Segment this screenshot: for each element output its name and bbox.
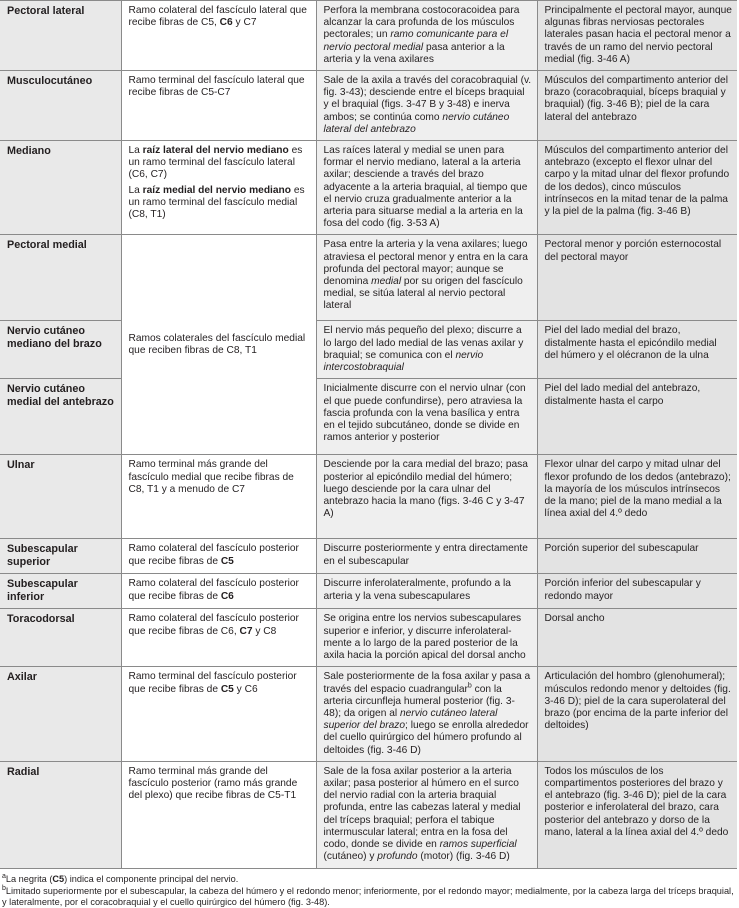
origin-text bbox=[129, 543, 299, 566]
text-run: Ramo colateral del fascículo posterior que recibe fibras de C6, bbox=[129, 613, 299, 636]
text-run: Se origina entre los nervios subescapulares superior e inferior, y discurre inferolateral- mente a lo largo de la pared posterior de la axila hacia la porción apical del dorsal ancho bbox=[324, 613, 526, 661]
text-run: Flexor ulnar del carpo y mitad ulnar del flexor profundo de los dedos (antebrazo); la mayoría de los músculos intrínsecos de la mano; piel de la mano medial a la línea axial del 4.º dedo bbox=[545, 459, 731, 519]
nerve-table-body bbox=[0, 1, 737, 869]
footnote-marker: a bbox=[2, 872, 6, 879]
nerve-name: Radial bbox=[0, 761, 121, 868]
course-cell bbox=[316, 455, 537, 539]
table-row bbox=[0, 379, 737, 455]
text-run: raíz lateral del nervio mediano bbox=[143, 145, 289, 156]
course-cell bbox=[316, 235, 537, 321]
text-run: Ramos colaterales del fascículo medial que reciben fibras de C8, T1 bbox=[129, 333, 306, 356]
distribution-cell bbox=[537, 235, 737, 321]
table-row bbox=[0, 235, 737, 321]
text-run: Ramo colateral del fascículo lateral que recibe fibras de C5, bbox=[129, 5, 307, 28]
text-run: Limitado superiormente por el subescapular, la cabeza del húmero y el redondo menor; inferiormente, por el redondo mayor; medialmente, por la cabeza larga del tríceps braquial, y lateralmente, por el coracobraquial y el cuello quirúrgico del húmero (fig. 3-48). bbox=[2, 886, 734, 907]
table-row bbox=[0, 1, 737, 71]
course-cell bbox=[316, 609, 537, 667]
text-run: Sale posteriormente de la fosa axilar y pasa a través del espacio cuadrangular bbox=[324, 671, 531, 694]
text-run: Dorsal ancho bbox=[545, 613, 605, 624]
origin-cell bbox=[121, 574, 316, 609]
text-run: medial bbox=[371, 276, 401, 287]
origin-text-2 bbox=[129, 185, 311, 222]
distribution-cell bbox=[537, 455, 737, 539]
origin-cell bbox=[121, 667, 316, 761]
text-run: C5 bbox=[221, 556, 234, 567]
text-run: Músculos del compartimento anterior del brazo (coracobraquial, bíceps braquial y braquial) (fig. 3-46 B); piel de la cara lateral del antebrazo bbox=[545, 75, 728, 123]
text-run: Sale de la fosa axilar posterior a la arteria axilar; pasa posterior al húmero en el surco del nervio radial con la arteria braquial profunda, entre las cabezas lateral y medial del tríceps braquial; perfora el tabique intermuscular lateral; entra en la fosa del codo, donde se divide en bbox=[324, 766, 521, 850]
footnote-marker: b bbox=[2, 885, 6, 892]
text-run: Principalmente el pectoral mayor, aunque algunas fibras nerviosas pectorales laterales pasan hacia el pectoral menor a través de un ramo del nervio pectoral medial (fig. 3-46 A) bbox=[545, 5, 732, 65]
text-run: Ramo terminal del fascículo posterior que recibe fibras de bbox=[129, 671, 297, 694]
origin-text bbox=[129, 75, 305, 98]
text-run: ramo comunicante para el nervio pectoral medial bbox=[324, 29, 509, 52]
distribution-cell bbox=[537, 379, 737, 455]
text-run: Discurre posteriormente y entra directamente en el subescapular bbox=[324, 543, 528, 566]
text-run: Ramo colateral del fascículo posterior que recibe fibras de bbox=[129, 543, 299, 566]
text-run: y C8 bbox=[253, 626, 277, 637]
nerve-name: Nervio cutáneo mediano del brazo bbox=[0, 321, 121, 379]
origin-text bbox=[129, 671, 297, 694]
origin-text bbox=[129, 766, 298, 801]
text-run: Ramo terminal más grande del fascículo posterior (ramo más grande del plexo) que recibe fibras de C5-T1 bbox=[129, 766, 298, 801]
text-run: Pasa entre la arteria y la vena axilares; luego atraviesa el pectoral menor y entra en la cara profunda del pectoral mayor; aunque se denomina bbox=[324, 239, 528, 287]
origin-cell bbox=[121, 141, 316, 235]
origin-cell bbox=[121, 455, 316, 539]
origin-cell bbox=[121, 761, 316, 868]
text-run: profundo bbox=[377, 851, 417, 862]
distribution-cell bbox=[537, 71, 737, 141]
origin-text bbox=[129, 578, 299, 601]
text-run: ) indica el componente principal del nervio. bbox=[64, 874, 238, 884]
text-run: Sale de la axila a través del coracobraquial (v. fig. 3-43); desciende entre el bíceps braquial y el braquial (figs. 3-47 B y 3-48) e inerva ambos; se continúa como bbox=[324, 75, 532, 123]
text-run: C5 bbox=[52, 874, 64, 884]
table-row bbox=[0, 455, 737, 539]
origin-cell bbox=[121, 539, 316, 574]
text-run: C6 bbox=[221, 591, 234, 602]
nerve-name: Toracodorsal bbox=[0, 609, 121, 667]
course-cell bbox=[316, 539, 537, 574]
text-run: nervio cutáneo lateral superior del brazo bbox=[324, 708, 498, 731]
origin-cell bbox=[121, 71, 316, 141]
origin-cell bbox=[121, 609, 316, 667]
text-run: Ramo terminal más grande del fascículo medial que recibe fibras de C8, T1 y a menudo de C7 bbox=[129, 459, 294, 494]
table-row bbox=[0, 321, 737, 379]
text-run: por su origen del fascículo medial, se sitúa lateral al nervio pectoral lateral bbox=[324, 276, 523, 311]
nerve-name: Axilar bbox=[0, 667, 121, 761]
distribution-cell bbox=[537, 539, 737, 574]
nerve-name: Pectoral medial bbox=[0, 235, 121, 321]
table-row bbox=[0, 141, 737, 235]
distribution-cell bbox=[537, 574, 737, 609]
text-run: es un ramo terminal del fascículo lateral (C6, C7) bbox=[129, 145, 303, 180]
text-run: C5 bbox=[221, 684, 234, 695]
origin-cell bbox=[121, 1, 316, 71]
course-cell bbox=[316, 71, 537, 141]
course-cell bbox=[316, 379, 537, 455]
text-run: (cutáneo) y bbox=[324, 851, 378, 862]
nerve-name: Pectoral lateral bbox=[0, 1, 121, 71]
origin-cell-shared bbox=[121, 235, 316, 455]
text-run: La negrita ( bbox=[6, 874, 52, 884]
text-run: ramos superficial bbox=[440, 839, 517, 850]
table-row bbox=[0, 761, 737, 868]
nerve-name: Mediano bbox=[0, 141, 121, 235]
footnotes bbox=[0, 869, 737, 908]
text-run: El nervio más pequeño del plexo; discurre a lo largo del lado medial de las venas axilar y braquial; se comunica con el bbox=[324, 325, 524, 360]
nerve-name: Subescapular inferior bbox=[0, 574, 121, 609]
text-run: Ramo terminal del fascículo lateral que recibe fibras de C5-C7 bbox=[129, 75, 305, 98]
origin-text bbox=[129, 145, 303, 180]
text-run: Músculos del compartimento anterior del antebrazo (excepto el flexor ulnar del carpo y la mitad ulnar del flexor profundo de los dedos), cinco músculos intrínsecos en la mitad tenar de la palma y la piel de la palma (fig. 3-46 B) bbox=[545, 145, 730, 217]
distribution-cell bbox=[537, 1, 737, 71]
nerve-name: Ulnar bbox=[0, 455, 121, 539]
distribution-cell bbox=[537, 761, 737, 868]
text-run: es un ramo terminal del fascículo medial (C8, T1) bbox=[129, 185, 305, 220]
text-run: nervio cutáneo lateral del antebrazo bbox=[324, 112, 510, 135]
nerve-name: Nervio cutáneo medial del antebrazo bbox=[0, 379, 121, 455]
course-cell bbox=[316, 1, 537, 71]
distribution-cell bbox=[537, 667, 737, 761]
text-run: C6 bbox=[220, 17, 233, 28]
text-run: La bbox=[129, 185, 143, 196]
text-run: Todos los músculos de los compartimentos posteriores del brazo y el antebrazo (fig. 3-46 D); piel de la cara posterior e inferolateral del brazo, cara posterior del antebrazo y dorso de la mano, lateral a la línea axial del 4.º dedo bbox=[545, 766, 729, 838]
text-run: C7 bbox=[240, 626, 253, 637]
footnote bbox=[2, 886, 735, 908]
table-row bbox=[0, 609, 737, 667]
course-cell bbox=[316, 761, 537, 868]
table-row bbox=[0, 71, 737, 141]
course-cell bbox=[316, 141, 537, 235]
footnote bbox=[2, 874, 735, 885]
origin-text bbox=[129, 459, 294, 494]
text-run: Piel del lado medial del antebrazo, distalmente hasta el carpo bbox=[545, 383, 701, 406]
text-run: Discurre inferolateralmente, profundo a la arteria y la vena subescapulares bbox=[324, 578, 511, 601]
distribution-cell bbox=[537, 141, 737, 235]
text-run: Perfora la membrana costocoracoidea para alcanzar la cara profunda de los músculos pectorales; un bbox=[324, 5, 520, 40]
nerve-name: Musculocutáneo bbox=[0, 71, 121, 141]
text-run: (motor) (fig. 3-46 D) bbox=[418, 851, 510, 862]
text-run: Pectoral menor y porción esternocostal del pectoral mayor bbox=[545, 239, 722, 262]
text-run: raíz medial del nervio mediano bbox=[143, 185, 291, 196]
text-run: Piel del lado medial del brazo, distalmente hasta el epicóndilo medial del húmero y el olécranon de la ulna bbox=[545, 325, 717, 360]
course-cell bbox=[316, 667, 537, 761]
text-run: Las raíces lateral y medial se unen para formar el nervio mediano, lateral a la arteria axilar; desciende a través del brazo adyacente a la arteria braquial, al tiempo que el nervio cruza gradualmente anterior a la arteria para situarse medial a la arteria en la fosa del codo (fig. 3-53 A) bbox=[324, 145, 528, 229]
course-cell bbox=[316, 574, 537, 609]
text-run: Desciende por la cara medial del brazo; pasa posterior al epicóndilo medial del húmero; luego desciende por la cara ulnar del antebrazo hacia la mano (figs. 3-46 C y 3-47 A) bbox=[324, 459, 528, 519]
text-run: Articulación del hombro (glenohumeral); músculos redondo menor y deltoides (fig. 3-46 D); piel de la cara superolateral del brazo (por encima de la parte inferior del deltoides) bbox=[545, 671, 731, 731]
text-run: y C6 bbox=[234, 684, 258, 695]
distribution-cell bbox=[537, 609, 737, 667]
text-run: Inicialmente discurre con el nervio ulnar (con el que puede confundirse), pero atraviesa la fascia profunda con la vena basílica y entra en el tejido subcutáneo, donde se divide en ramos anterior y posterior bbox=[324, 383, 526, 443]
text-run: nervio intercostobraquial bbox=[324, 350, 484, 373]
distribution-cell bbox=[537, 321, 737, 379]
text-run: Porción superior del subescapular bbox=[545, 543, 699, 554]
table-row bbox=[0, 667, 737, 761]
text-run: y C7 bbox=[233, 17, 257, 28]
text-run: Ramo colateral del fascículo posterior que recibe fibras de bbox=[129, 578, 299, 601]
text-run: Porción inferior del subescapular y redondo mayor bbox=[545, 578, 701, 601]
text-run: ; luego se enrolla alrededor del cuello quirúrgico del húmero profundo al deltoides (fig. 3-46 D) bbox=[324, 720, 529, 755]
footnote-marker: b bbox=[468, 682, 472, 689]
table-row bbox=[0, 574, 737, 609]
origin-text bbox=[129, 613, 299, 636]
text-run: con la arteria circunfleja humeral posterior (fig. 3-48); da origen al bbox=[324, 684, 515, 719]
text-run: pasa anterior a la arteria y la vena axilares bbox=[324, 42, 505, 65]
nerve-name: Subescapular superior bbox=[0, 539, 121, 574]
course-cell bbox=[316, 321, 537, 379]
text-run: La bbox=[129, 145, 143, 156]
table-row bbox=[0, 539, 737, 574]
origin-text bbox=[129, 5, 307, 28]
